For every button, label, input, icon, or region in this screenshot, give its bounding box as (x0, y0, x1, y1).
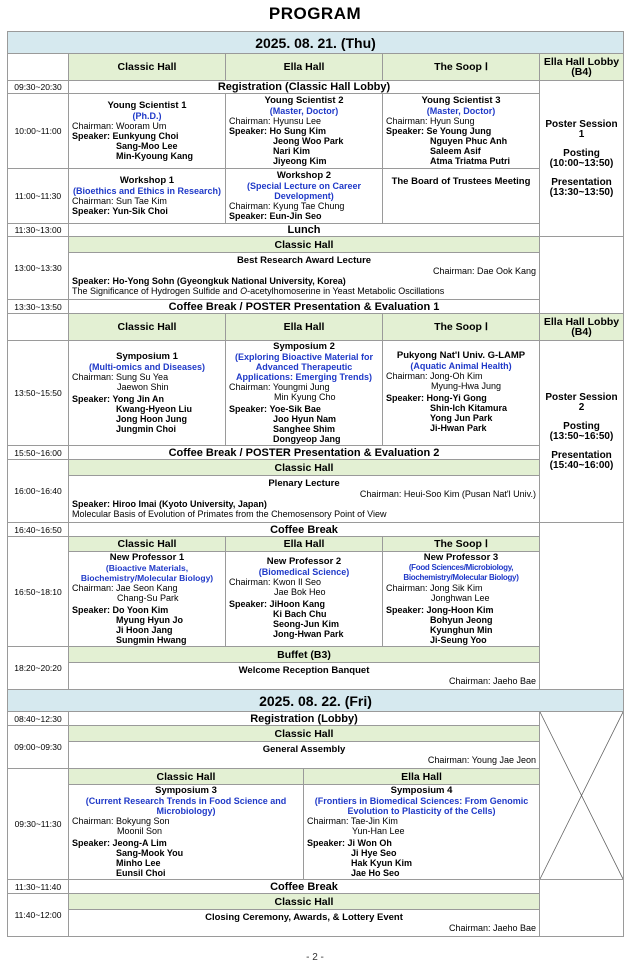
new-professor-2: New Professor 2 (Biomedical Science) Chairman: Kwon Il Seo Jae Bok Heo Speaker: JiHoon Kang Ki Bach Chu Seong-Jun Kim Jong-Hwan Park (226, 552, 383, 647)
time-cell: 18:20~20:20 (8, 647, 69, 690)
symposium-4: Symposium 4 (Frontiers in Biomedical Sciences: From Genomic Evolution to Plasticity of the Cells) Chairman: Tae-Jin Kim Yun-Han Lee Speaker: Ji Won Oh Ji Hye Seo Hak Kyun Kim Jae Ho Seo (304, 785, 540, 880)
new-professor-3: New Professor 3 (Food Sciences/Microbiology, Biochemistry/Molecular Biology) Chairman: Jong Sik Kim Jonghwan Lee Speaker: Jong-Hoon Kim Bohyun Jeong Kyunghun Min Ji-Seung Yoo (383, 552, 540, 647)
hall-header-lobby: Ella Hall Lobby (B4) (540, 314, 624, 341)
hall-header-soop: The Soop Ⅰ (383, 314, 540, 341)
hall-header-classic: Classic Hall (69, 314, 226, 341)
day1-date: 2025. 08. 21. (Thu) (8, 32, 624, 54)
poster-session-2: Poster Session 2 Posting (13:50~16:50) Presentation (15:40~16:00) (540, 341, 624, 523)
time-cell: 11:30~13:00 (8, 224, 69, 237)
hall-header-classic: Classic Hall (69, 54, 226, 81)
plenary-lecture: Plenary Lecture Chairman: Heui-Soo Kim (Pusan Nat'l Univ.) Speaker: Hiroo Imai (Kyoto University, Japan) Molecular Basis of Evolution of Primates from the Chemosensory Point of View (69, 476, 540, 523)
time-cell: 11:40~12:00 (8, 894, 69, 937)
symposium-1: Symposium 1 (Multi-omics and Diseases) Chairman: Sung Su Yea Jaewon Shin Speaker: Yong Jin An Kwang-Hyeon Liu Jong Hoon Jung Jungmin Choi (69, 341, 226, 446)
poster-session-1: Poster Session 1 Posting (10:00~13:50) Presentation (13:30~13:50) (540, 81, 624, 237)
closing-ceremony: Closing Ceremony, Awards, & Lottery Event Chairman: Jaeho Bae (69, 910, 540, 937)
hall-header-lobby: Ella Hall Lobby (B4) (540, 54, 624, 81)
hall-header-ella: Ella Hall (226, 54, 383, 81)
hall-header-ella: Ella Hall (226, 537, 383, 552)
time-cell: 10:00~11:00 (8, 94, 69, 169)
time-cell: 13:00~13:30 (8, 237, 69, 300)
coffee-break-1: Coffee Break / POSTER Presentation & Evaluation 1 (69, 300, 540, 314)
time-cell: 16:00~16:40 (8, 460, 69, 523)
young-scientist-1: Young Scientist 1 (Ph.D.) Chairman: Wooram Um Speaker: Eunkyung Choi Sang-Moo Lee Min-Kyoung Kang (69, 94, 226, 169)
time-cell: 11:30~11:40 (8, 880, 69, 894)
registration-day2: Registration (Lobby) (69, 712, 540, 726)
coffee-break-day2: Coffee Break (69, 880, 540, 894)
hall-header-ella: Ella Hall (226, 314, 383, 341)
coffee-break-2: Coffee Break / POSTER Presentation & Evaluation 2 (69, 446, 540, 460)
time-cell: 16:50~18:10 (8, 537, 69, 647)
time-cell: 13:50~15:50 (8, 341, 69, 446)
young-scientist-2: Young Scientist 2 (Master, Doctor) Chairman: Hyunsu Lee Speaker: Ho Sung Kim Jeong Woo Park Nari Kim Jiyeong Kim (226, 94, 383, 169)
time-cell: 08:40~12:30 (8, 712, 69, 726)
buffet-b3: Buffet (B3) (69, 647, 540, 663)
time-cell: 16:40~16:50 (8, 523, 69, 537)
page-title: PROGRAM (268, 4, 362, 23)
coffee-break-3: Coffee Break (69, 523, 540, 537)
workshop-1: Workshop 1 (Bioethics and Ethics in Research) Chairman: Sun Tae Kim Speaker: Yun-Sik Choi (69, 169, 226, 224)
time-cell: 09:00~09:30 (8, 726, 69, 769)
lunch: Lunch (69, 224, 540, 237)
registration: Registration (Classic Hall Lobby) (69, 81, 540, 94)
workshop-2: Workshop 2 (Special Lecture on Career Development) Chairman: Kyung Tae Chung Speaker: Eun-Jin Seo (226, 169, 383, 224)
time-cell: 09:30~20:30 (8, 81, 69, 94)
plenary-hall: Classic Hall (69, 460, 540, 476)
time-cell: 11:00~11:30 (8, 169, 69, 224)
general-assembly: General Assembly Chairman: Young Jae Jeon (69, 742, 540, 769)
assembly-hall: Classic Hall (69, 726, 540, 742)
hall-header-soop: The Soop Ⅰ (383, 54, 540, 81)
hall-header-classic: Classic Hall (69, 769, 304, 785)
award-hall: Classic Hall (69, 237, 540, 253)
symposium-2: Symposium 2 (Exploring Bioactive Material for Advanced Therapeutic Applications: Emerging Trends) Chairman: Youngmi Jung Min Kyung Cho Speaker: Yoe-Sik Bae Joo Hyun Nam Sanghee Shim Dongyeop Jang (226, 341, 383, 446)
g-lamp-session: Pukyong Nat'l Univ. G-LAMP (Aquatic Animal Health) Chairman: Jong-Oh Kim Myung-Hwa Jung Speaker: Hong-Yi Gong Shin-Ich Kitamura Yong Jun Park Ji-Hwan Park (383, 341, 540, 446)
program-table (7, 31, 624, 937)
symposium-3: Symposium 3 (Current Research Trends in Food Science and Microbiology) Chairman: Bokyung Son Moonil Son Speaker: Jeong-A Lim Sang-Mook You Minho Lee Eunsil Choi (69, 785, 304, 880)
day2-date: 2025. 08. 22. (Fri) (8, 690, 624, 712)
time-cell: 13:30~13:50 (8, 300, 69, 314)
page-number: - 2 - (306, 952, 324, 963)
time-cell: 15:50~16:00 (8, 446, 69, 460)
new-professor-1: New Professor 1 (Bioactive Materials, Biochemistry/Molecular Biology) Chairman: Jae Seon Kang Chang-Su Park Speaker: Do Yoon Kim Myung Hyun Jo Ji Hoon Jang Sungmin Hwang (69, 552, 226, 647)
hall-header-soop: The Soop Ⅰ (383, 537, 540, 552)
board-meeting: The Board of Trustees Meeting (383, 169, 540, 224)
unused-cell (540, 712, 624, 880)
best-research-award: Best Research Award Lecture Chairman: Dae Ook Kang Speaker: Ho-Yong Sohn (Gyeongkuk National University, Korea) The Significance of Hydrogen Sulfide and O-acetylhomoserine in Yeast Metabolic Oscillations (69, 253, 540, 300)
hall-header-ella: Ella Hall (304, 769, 540, 785)
young-scientist-3: Young Scientist 3 (Master, Doctor) Chairman: Hyun Sung Speaker: Se Young Jung Nguyen Phuc Anh Saleem Asif Atma Triatma Putri (383, 94, 540, 169)
time-cell: 09:30~11:30 (8, 769, 69, 880)
hall-header-classic: Classic Hall (69, 537, 226, 552)
closing-hall: Classic Hall (69, 894, 540, 910)
welcome-banquet: Welcome Reception Banquet Chairman: Jaeho Bae (69, 663, 540, 690)
